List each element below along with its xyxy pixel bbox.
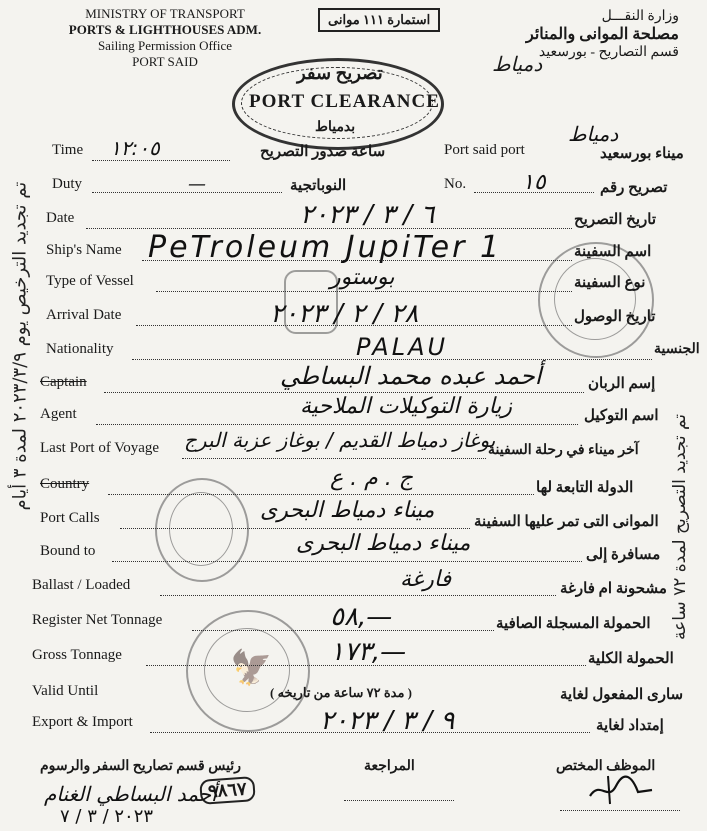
field-label-ar: الموانى التى تمر عليها السفينة: [474, 514, 659, 530]
department-arabic: قسم التصاريح - بورسعيد: [538, 45, 679, 60]
field-label-ar: إسم الربان: [588, 376, 656, 392]
field-value: PeTroleum JupiTer 1: [148, 230, 503, 265]
footer-stamp-number: ٩٨٦٧: [199, 776, 255, 805]
field-value: ميناء دمياط البحرى: [260, 498, 435, 523]
field-value: بوغاز دمياط القديم / بوغاز عزبة البرج: [184, 428, 496, 452]
header-english: [60, 6, 270, 70]
form-row-export-import: [0, 706, 707, 740]
field-value: —: [188, 174, 209, 195]
field-label-ar: اسم التوكيل: [584, 408, 659, 424]
ministry-arabic: وزارة النقـــل: [601, 9, 679, 24]
footer-right-title: الموظف المختص: [556, 759, 656, 774]
stamp-top-text: تصريح سفر: [297, 63, 383, 83]
footer-left-date: ٢٠٢٣ / ٣ / ٧: [60, 806, 154, 827]
field-label-ar: النوباتجية: [290, 178, 347, 194]
field-value: ١٢:٠٥: [110, 136, 160, 160]
ministry-label: MINISTRY OF TRANSPORT: [85, 6, 245, 21]
port-label-en: Port said port: [444, 142, 525, 158]
field-label-en: Gross Tonnage: [32, 647, 122, 663]
field-label-en: Agent: [40, 406, 77, 422]
field-label-en: Register Net Tonnage: [32, 612, 163, 628]
field-label-ar: سارى المفعول لغاية: [560, 687, 684, 703]
field-label-ar: ساعة صدور التصريح: [260, 144, 386, 160]
field-label-en: Nationality: [46, 341, 114, 357]
footer-mid-line: [344, 800, 454, 801]
form-row-gross-tonnage: [0, 637, 707, 673]
field-value: بوستور: [330, 265, 395, 290]
field-label-en: Ballast / Loaded: [32, 577, 131, 593]
field-value: فارغة: [400, 567, 452, 592]
field-label-ar: الدولة التابعة لها: [536, 480, 634, 496]
footer-left-title: رئيس قسم تصاريح السفر والرسوم: [40, 759, 241, 774]
office-label: Sailing Permission Office: [97, 38, 233, 53]
field-value: ٦ / ٣ / ٢٠٢٣: [300, 200, 435, 230]
field-label-ar: الجنسية: [654, 342, 700, 357]
field-label-en: Ship's Name: [46, 242, 122, 258]
field-value: ٢٨ / ٢ / ٢٠٢٣: [270, 299, 419, 329]
field-label-ar: مشحونة ام فارغة: [560, 581, 667, 597]
side-note-left: تم تجديد الترخيص يوم ٢٠٢٣/٣/٩ لمدة ٣ أيام: [9, 181, 31, 511]
field-label-en: Time: [52, 142, 84, 158]
form-row-valid-until: [0, 681, 707, 709]
form-row-duty: [0, 170, 707, 202]
footer-right-line: [560, 810, 680, 811]
field-label-en: Duty: [52, 176, 82, 192]
footer-right-signature: [586, 772, 656, 806]
field-label-ar: اسم السفينة: [574, 244, 652, 260]
field-label-en: Date: [46, 210, 75, 226]
permit-no-value: ١٥: [522, 170, 546, 195]
stamp-main-text: PORT CLEARANCE: [249, 91, 440, 112]
field-label-ar: الحمولة الكلية: [588, 651, 674, 667]
field-label-ar: مسافرة إلى: [586, 547, 661, 563]
form-row-bound-to: [0, 531, 707, 569]
field-value: أحمد عبده محمد البساطي: [280, 362, 542, 390]
footer-left-signature: أحمد البساطي الغنام: [44, 782, 217, 806]
port-clearance-stamp: [232, 58, 444, 150]
form-number: استمارة ١١١ موانى: [318, 8, 440, 32]
field-label-en: Captain: [40, 374, 87, 390]
port-handwritten: دمياط: [568, 122, 619, 146]
permit-no-ar: تصريح رقم: [600, 180, 668, 196]
field-label-ar: إمتداد لغاية: [596, 718, 664, 734]
field-label-en: Valid Until: [32, 683, 99, 699]
field-value: ١٧٣,—: [330, 637, 407, 667]
side-note-right: تم تجديد التصريح لمدة ٧٢ ساعة: [670, 413, 690, 640]
field-label-ar: نوع السفينة: [574, 275, 646, 291]
field-value: زيارة التوكيلات الملاحية: [300, 394, 513, 419]
field-value: ج . م . ع: [330, 466, 413, 491]
field-value: ٩ / ٣ / ٢٠٢٣: [320, 706, 455, 736]
field-value: ( مدة ٧٢ ساعة من تاريخه ): [270, 685, 413, 700]
header-arabic: [449, 8, 679, 62]
field-label-ar: تاريخ التصريح: [574, 212, 657, 228]
form-row-vessel-type: [0, 265, 707, 299]
form-row-net-tonnage: [0, 602, 707, 638]
form-row-ballast: [0, 567, 707, 603]
field-label-ar: تاريخ الوصول: [574, 309, 656, 325]
form-row-ship-name: [0, 230, 707, 266]
field-value: ميناء دمياط البحرى: [296, 531, 471, 556]
field-label-en: Bound to: [40, 543, 96, 559]
field-value: ٥٨,—: [330, 602, 393, 632]
authority-arabic: مصلحة الموانى والمنائر: [526, 26, 679, 43]
field-label-ar: آخر ميناء في رحلة السفينة: [488, 443, 639, 458]
header-handwritten: دمياط: [492, 54, 543, 76]
eagle-icon: 🦅: [230, 650, 273, 687]
administration-label: PORTS & LIGHTHOUSES ADM.: [68, 22, 262, 37]
field-value: PALAU: [356, 333, 449, 361]
field-label-en: Port Calls: [40, 510, 100, 526]
field-label-en: Country: [40, 476, 90, 492]
field-label-ar: الحمولة المسجلة الصافية: [496, 616, 651, 632]
footer-mid-title: المراجعة: [364, 759, 415, 774]
form-row-arrival-date: [0, 299, 707, 333]
form-row-last-port: [0, 428, 707, 466]
field-label-en: Arrival Date: [46, 307, 122, 323]
field-label-en: Export & Import: [32, 714, 133, 730]
stamp-bottom-text: بدمياط: [315, 120, 356, 135]
permit-no-en: No.: [444, 176, 467, 192]
field-label-en: Type of Vessel: [46, 273, 134, 289]
port-label: PORT SAID: [132, 54, 198, 69]
field-label-en: Last Port of Voyage: [40, 440, 160, 456]
port-label-ar: ميناء بورسعيد: [600, 146, 684, 162]
